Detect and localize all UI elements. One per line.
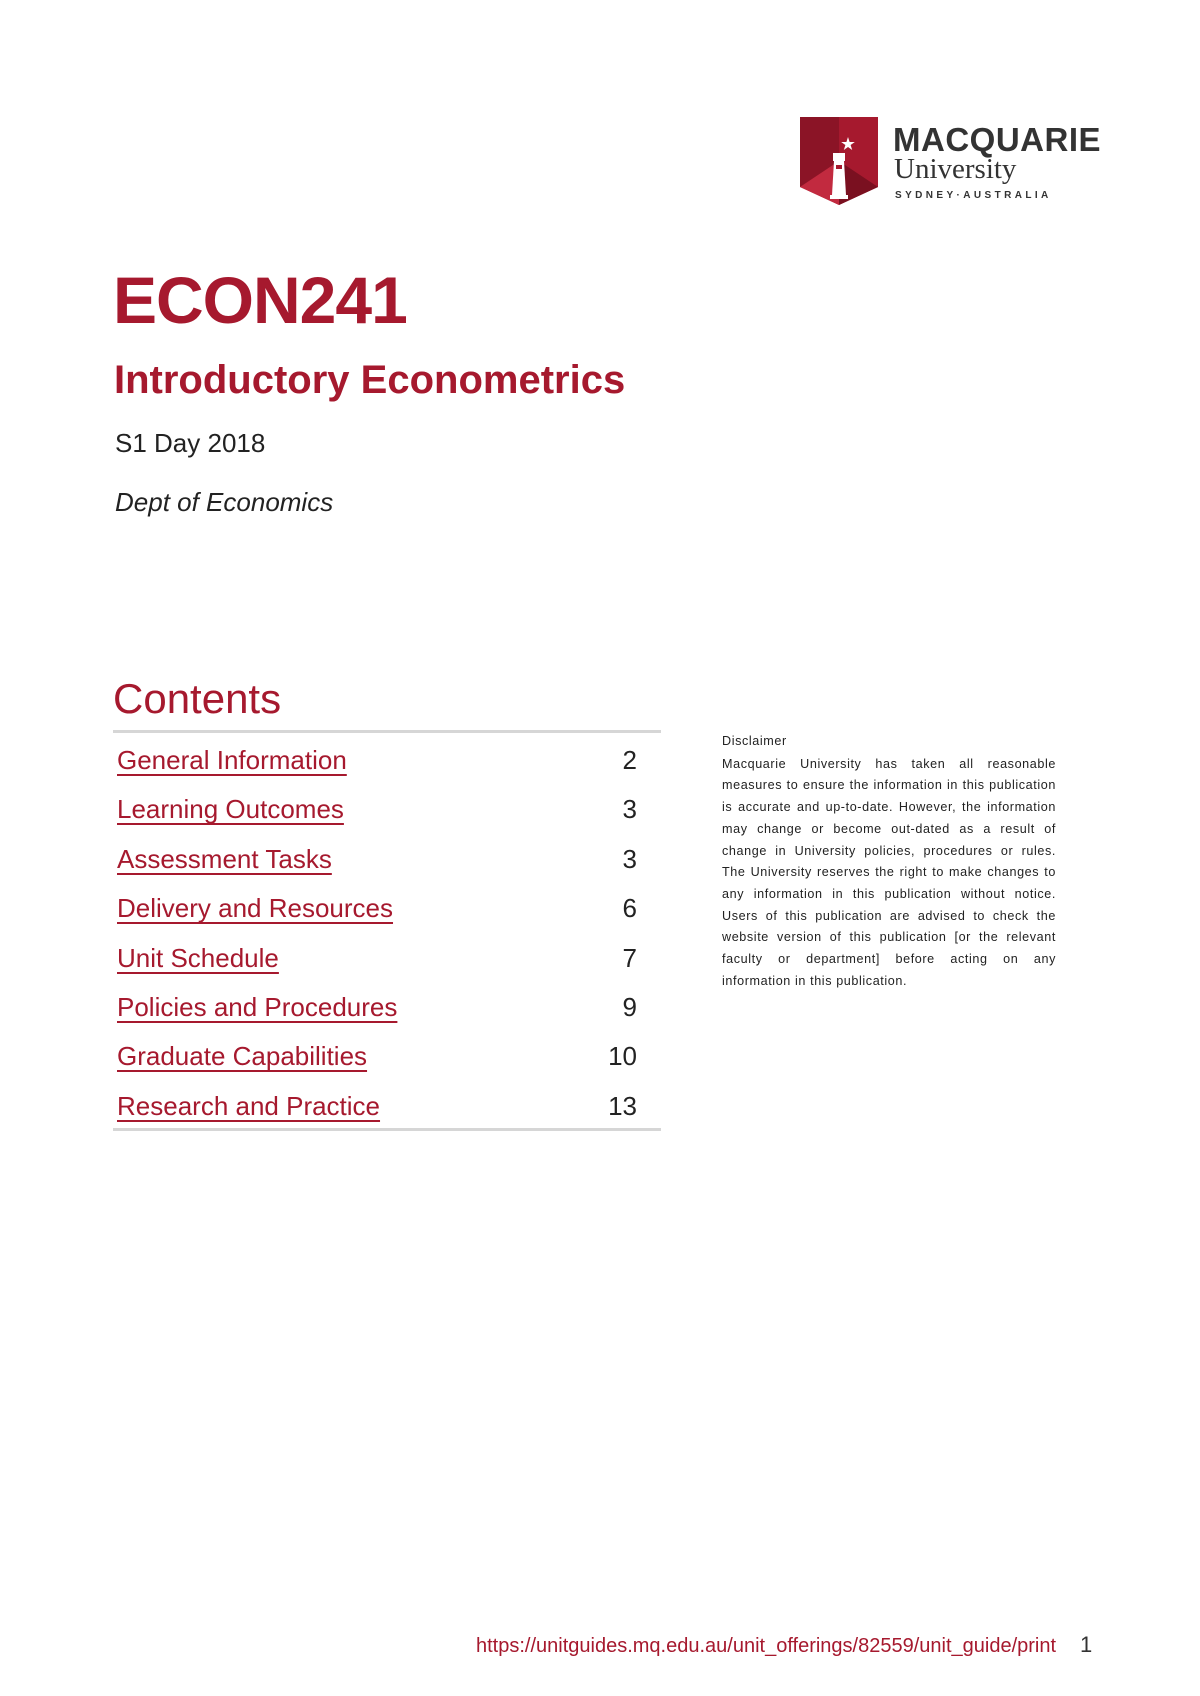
toc-link-policies-and-procedures[interactable]: Policies and Procedures	[117, 991, 398, 1022]
toc-link-general-information[interactable]: General Information	[117, 745, 347, 775]
table-of-contents	[113, 730, 661, 1131]
logo-location: SYDNEY·AUSTRALIA	[895, 190, 1052, 201]
toc-link-unit-schedule[interactable]: Unit Schedule	[117, 942, 279, 973]
department-label: Dept of Economics	[115, 487, 334, 517]
toc-link-learning-outcomes[interactable]: Learning Outcomes	[117, 794, 344, 825]
toc-row	[113, 1029, 661, 1078]
toc-link-research-and-practice[interactable]: Research and Practice	[117, 1090, 381, 1121]
toc-page-number: 3	[622, 843, 637, 874]
toc-page-number: 3	[622, 794, 637, 825]
logo-name: MACQUARIE	[893, 121, 1101, 158]
toc-page-number: 7	[622, 942, 637, 973]
toc-link-graduate-capabilities[interactable]: Graduate Capabilities	[117, 1041, 368, 1072]
page-number: 1	[1080, 1632, 1093, 1657]
disclaimer-title: Disclaimer	[722, 734, 787, 748]
toc-link-assessment-tasks[interactable]: Assessment Tasks	[117, 843, 332, 874]
lighthouse-shield-icon	[800, 117, 878, 205]
toc-row	[113, 1079, 661, 1128]
toc-page-number: 10	[608, 1041, 637, 1072]
logo-subname: University	[894, 153, 1017, 185]
unit-title: Introductory Econometrics	[114, 358, 626, 402]
session-label: S1 Day 2018	[115, 428, 266, 458]
disclaimer	[722, 731, 1056, 992]
toc-page-number: 9	[622, 991, 637, 1022]
toc-page-number: 2	[622, 745, 637, 775]
toc-row	[113, 782, 661, 831]
toc-row	[113, 931, 661, 980]
disclaimer-body: Macquarie University has taken all reasonable measures to ensure the information in this publication is accurate and up-to-date. However, the information may change or become out-dated as a result of change in University policies, procedures or rules. The University reserves the right to make changes to any information in this publication without notice. Users of this publication are advised to check the website version of this publication [or the relevant faculty or department] before acting on any information in this publication.	[722, 756, 1056, 988]
university-logo	[800, 117, 1100, 205]
toc-row	[113, 832, 661, 881]
toc-row	[113, 980, 661, 1029]
footer-url-link[interactable]: https://unitguides.mq.edu.au/unit_offerings/82559/unit_guide/print	[476, 1635, 1057, 1657]
toc-row	[113, 881, 661, 930]
toc-page-number: 13	[608, 1090, 637, 1121]
contents-heading: Contents	[113, 675, 282, 722]
toc-row	[113, 733, 661, 782]
unit-code: ECON241	[113, 263, 407, 337]
toc-link-delivery-and-resources[interactable]: Delivery and Resources	[117, 893, 394, 924]
toc-page-number: 6	[622, 893, 637, 924]
